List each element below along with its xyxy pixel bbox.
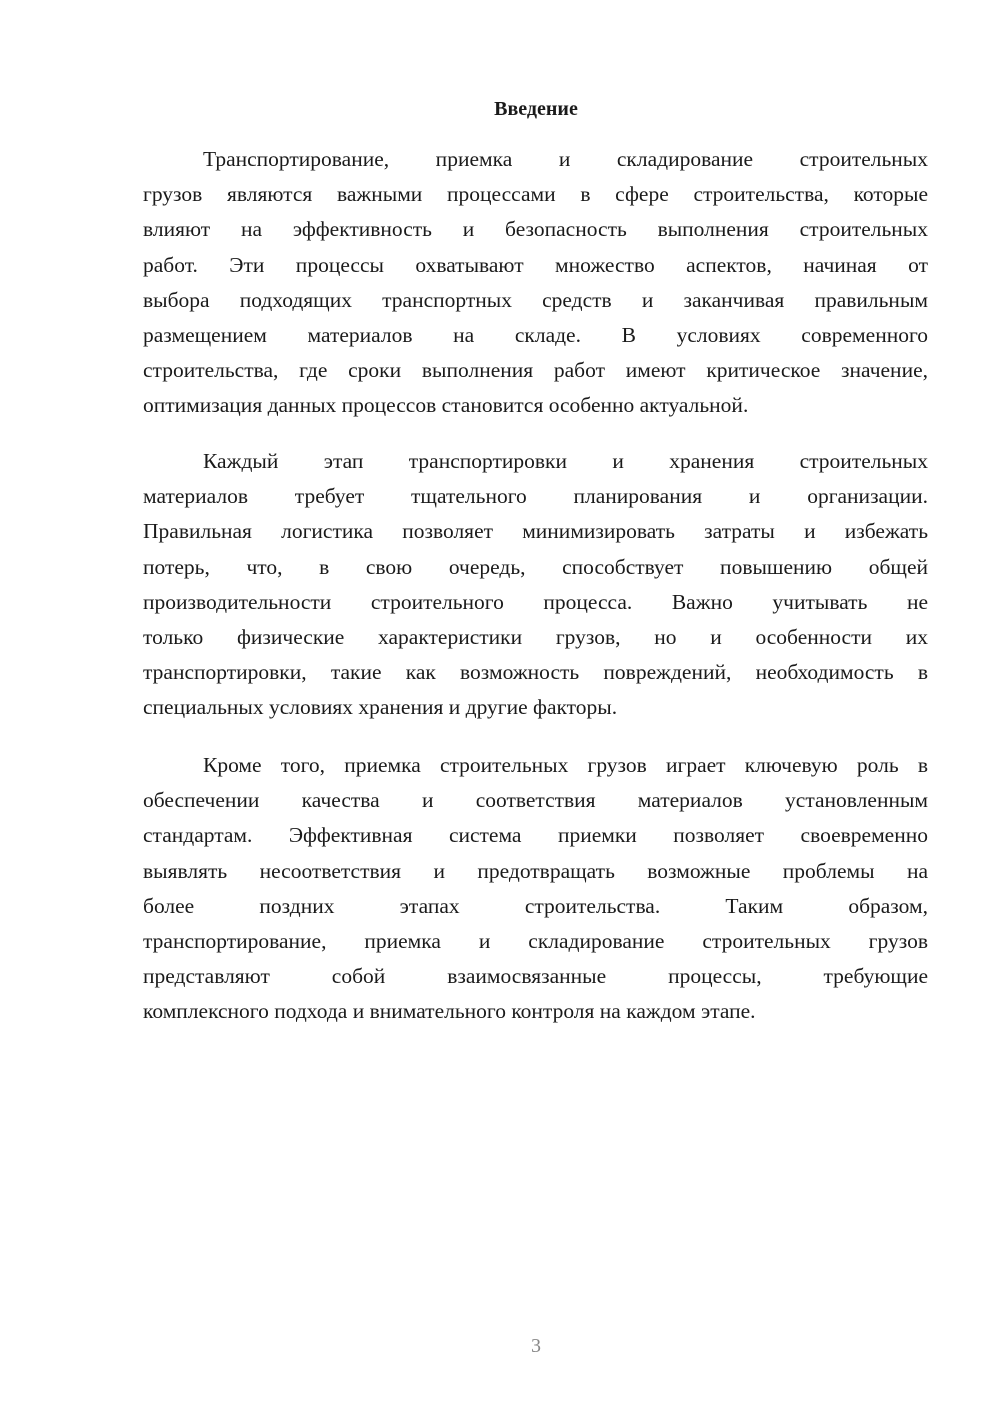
text-line: транспортировки, такие как возможность повреждений, необходимость в [143,660,928,685]
text-line: обеспечении качества и соответствия материалов установленным [143,788,928,813]
text-line: Каждый этап транспортировки и хранения строительных [203,449,928,473]
text-line: Кроме того, приемка строительных грузов играет ключевую роль в [203,753,928,777]
text-line: строительства, где сроки выполнения работ имеют критическое значение, [143,358,928,383]
text-line: Транспортирование, приемка и складирование строительных [203,147,928,171]
section-heading: Введение [494,98,578,120]
text-line: размещением материалов на складе. В условиях современного [143,322,928,347]
text-line: грузов являются важными процессами в сфере строительства, которые [143,182,928,207]
text-line: выбора подходящих транспортных средств и заканчивая правильным [143,287,928,312]
text-line: производительности строительного процесса. Важно учитывать не [143,589,928,614]
text-line: стандартам. Эффективная система приемки позволяет своевременно [143,823,928,848]
text-line: Правильная логистика позволяет минимизировать затраты и избежать [143,519,928,544]
text-line: влияют на эффективность и безопасность выполнения строительных [143,217,928,242]
text-line: транспортирование, приемка и складирование строительных грузов [143,928,928,953]
text-line: более поздних этапах строительства. Таким образом, [143,893,928,918]
paragraph-3 [143,748,928,1030]
text-line: только физические характеристики грузов, но и особенности их [143,624,928,649]
paragraph-1 [143,142,928,424]
text-line: специальных условиях хранения и другие факторы. [143,695,618,720]
text-line: выявлять несоответствия и предотвращать возможные проблемы на [143,858,928,883]
text-line: работ. Эти процессы охватывают множество аспектов, начиная от [143,252,928,277]
text-line: материалов требует тщательного планирования и организации. [143,484,928,509]
text-line: представляют собой взаимосвязанные процессы, требующие [143,964,928,989]
page-number: 3 [531,1335,541,1357]
paragraph-2 [143,444,928,726]
text-line: комплексного подхода и внимательного контроля на каждом этапе. [143,999,756,1024]
text-line: потерь, что, в свою очередь, способствует повышению общей [143,554,928,579]
text-line: оптимизация данных процессов становится особенно актуальной. [143,393,749,418]
